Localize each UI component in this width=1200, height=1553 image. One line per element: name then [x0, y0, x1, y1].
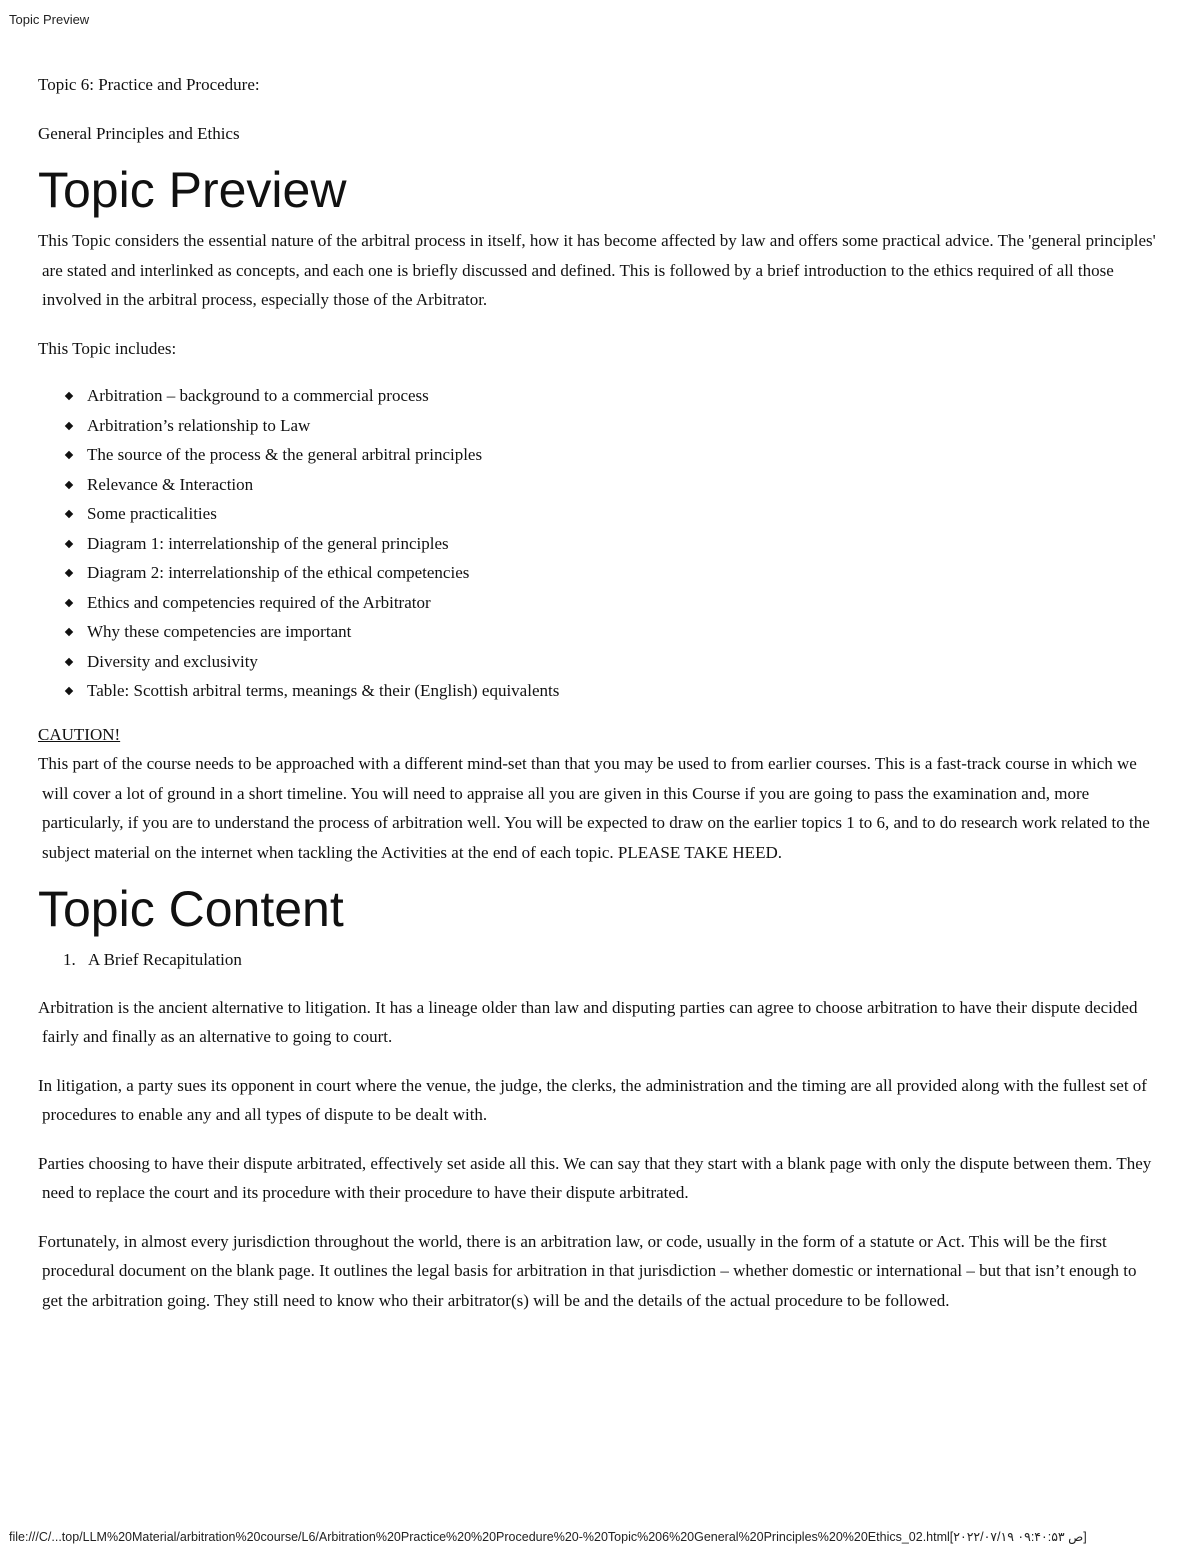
content-numbered-list	[38, 945, 1158, 975]
list-item: Arbitration’s relationship to Law	[66, 411, 1158, 441]
bullet-icon	[65, 539, 73, 547]
spacer	[38, 315, 1158, 334]
list-item: Why these competencies are important	[66, 617, 1158, 647]
spacer	[38, 100, 1158, 119]
caution-paragraph: This part of the course needs to be approached with a different mind-set than that you may be used to from earlier courses. This is a fast-track course in which we will cover a lot of ground in a short timeline. You will need to appraise all you are given in this Course if you are going to pass the examination and, more particularly, if you are to understand the process of arbitration well. You will be expected to draw on the earlier topics 1 to 6, and to do research work related to the subject material on the internet when tackling the Activities at the end of each topic. PLEASE TAKE HEED.	[38, 754, 1150, 862]
bullet-icon	[65, 687, 73, 695]
bullet-icon	[65, 628, 73, 636]
list-item: Ethics and competencies required of the Arbitrator	[66, 588, 1158, 618]
bullet-icon	[65, 657, 73, 665]
topic-subtitle: General Principles and Ethics	[38, 123, 240, 143]
topic-number-line: Topic 6: Practice and Procedure:	[38, 75, 260, 94]
bullet-icon	[65, 480, 73, 488]
list-item: Some practicalities	[66, 499, 1158, 529]
bullet-icon	[65, 569, 73, 577]
list-item: Diagram 1: interrelationship of the general principles	[66, 529, 1158, 559]
list-number: 1.	[63, 950, 76, 969]
content-paragraph-2: In litigation, a party sues its opponent in court where the venue, the judge, the clerks, the administration and the timing are all provided along with the fullest set of procedures to enable any and all types of dispute to be dealt with.	[38, 1075, 1147, 1124]
content-paragraph-1: Arbitration is the ancient alternative to litigation. It has a lineage older than law and disputing parties can agree to choose arbitration to have their dispute decided fairly and finally as an alternative to going to court.	[38, 997, 1138, 1046]
preview-paragraph: This Topic considers the essential nature of the arbitral process in itself, how it has become affected by law and offers some practical advice. The 'general principles' are stated and interlinked as concepts, and each one is briefly discussed and defined. This is followed by a brief introduction to the ethics required of all those involved in the arbitral process, especially those of the Arbitrator.	[38, 231, 1156, 309]
page-header-title: Topic Preview	[9, 12, 90, 27]
topic-includes-list	[38, 381, 1158, 706]
bullet-icon	[65, 392, 73, 400]
list-item: Table: Scottish arbitral terms, meanings & their (English) equivalents	[66, 676, 1158, 706]
bullet-icon	[65, 598, 73, 606]
includes-label: This Topic includes:	[38, 338, 177, 358]
spacer	[38, 1208, 1158, 1227]
bullet-icon	[65, 510, 73, 518]
content-paragraph-3: Parties choosing to have their dispute arbitrated, effectively set aside all this. We can say that they start with a blank page with only the dispute between them. They need to replace the court and its procedure with their procedure to have their dispute arbitrated.	[38, 1153, 1152, 1202]
list-item: Diversity and exclusivity	[66, 647, 1158, 677]
list-item: A Brief Recapitulation	[88, 950, 242, 969]
list-item: Relevance & Interaction	[66, 470, 1158, 500]
topic-preview-heading: Topic Preview	[38, 162, 347, 218]
content-paragraph-4: Fortunately, in almost every jurisdiction throughout the world, there is an arbitration law, or code, usually in the form of a statute or Act. This will be the first procedural document on the blank page. It outlines the legal basis for arbitration in that jurisdiction – whether domestic or international – but that isn’t enough to get the arbitration going. They still need to know who their arbitrator(s) will be and the details of the actual procedure to be followed.	[38, 1231, 1137, 1310]
file-path-footer: file:///C/...top/LLM%20Material/arbitration%20course/L6/Arbitration%20Practice%20%20Procedure%20-%20Topic%206%20General%20Principles%20%20Ethics_02.html[۲۰۲۲/۰۷/۱۹ ۰۹:۴۰:۵۳ ص]	[9, 1530, 1087, 1544]
spacer	[38, 1052, 1158, 1071]
caution-label: CAUTION!	[38, 724, 121, 744]
list-item: The source of the process & the general arbitral principles	[66, 440, 1158, 470]
list-item: Diagram 2: interrelationship of the ethical competencies	[66, 558, 1158, 588]
document-body	[38, 70, 1158, 1315]
bullet-icon	[65, 451, 73, 459]
list-item: Arbitration – background to a commercial process	[66, 381, 1158, 411]
topic-content-heading: Topic Content	[38, 881, 344, 937]
bullet-icon	[65, 421, 73, 429]
spacer	[38, 1130, 1158, 1149]
